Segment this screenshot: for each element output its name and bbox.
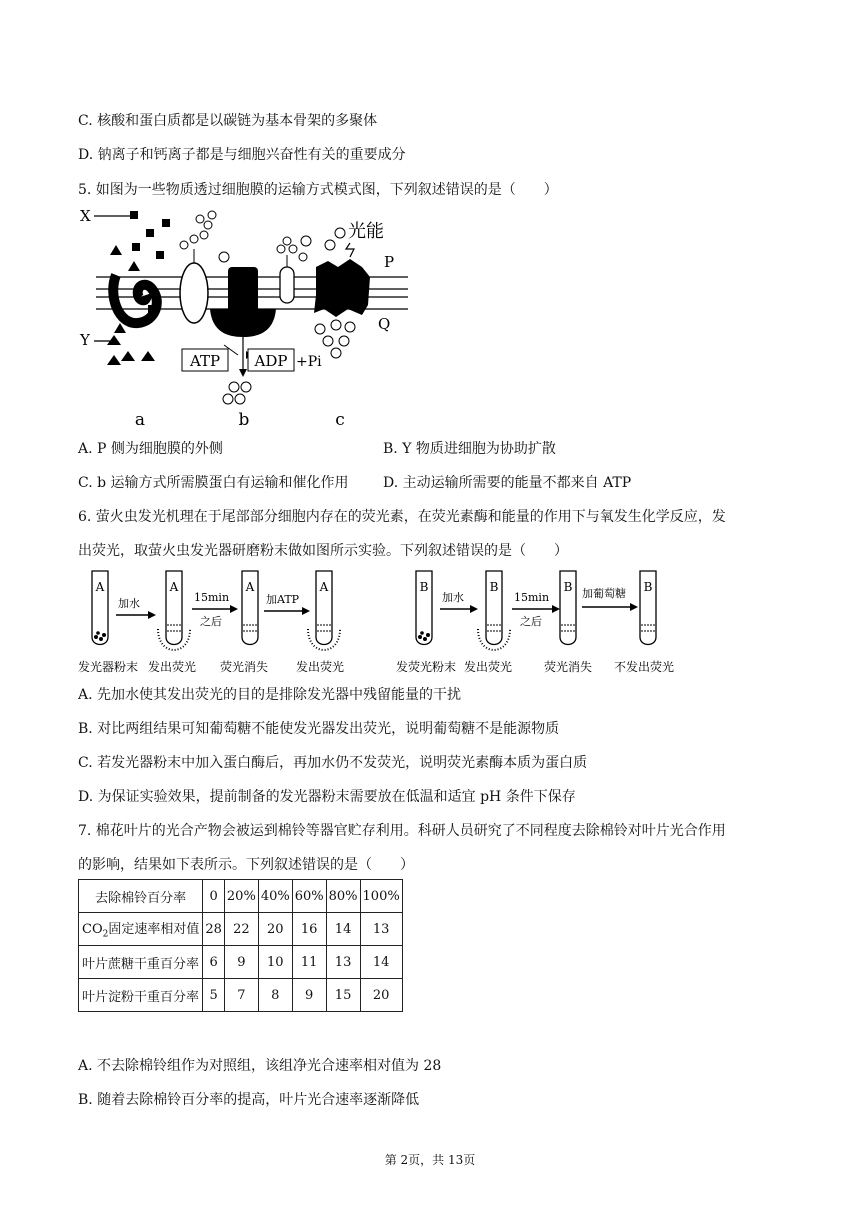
tube-a-3: A bbox=[245, 580, 255, 594]
table-row-label: $CO_2$固定速率相对值 bbox=[79, 913, 203, 946]
q4-option-d: D. 钠离子和钙离子都是与细胞兴奋性有关的重要成分 bbox=[78, 147, 406, 163]
tube-a-1: A bbox=[95, 580, 105, 594]
q6-option-d: D. 为保证实验效果，提前制备的发光器粉末需要放在低温和适宜 pH 条件下保存 bbox=[78, 789, 576, 805]
q6-stem-line2: 出荧光，取萤火虫发光器研磨粉末做如图所示实验。下列叙述错误的是（ ） bbox=[78, 543, 568, 559]
table-cell: 22 bbox=[224, 913, 258, 946]
table-cell: 20 bbox=[258, 913, 292, 946]
table-cell: 15 bbox=[326, 979, 360, 1012]
table-header-cell: 100% bbox=[360, 880, 402, 913]
q4-option-c: C. 核酸和蛋白质都是以碳链为基本骨架的多聚体 bbox=[78, 113, 378, 129]
q6-stem-line1: 6. 萤火虫发光机理在于尾部部分细胞内存在的荧光素，在荧光素酶和能量的作用下与氧发生化学反应，发 bbox=[78, 509, 726, 525]
caption-a-glow-2: 发出荧光 bbox=[296, 660, 345, 674]
table-row bbox=[79, 946, 403, 979]
label-y: Y bbox=[80, 331, 90, 349]
label-b: b bbox=[238, 410, 250, 430]
tube-b-3: B bbox=[563, 580, 573, 594]
caption-a-glow-1: 发出荧光 bbox=[148, 660, 197, 674]
label-after-b: 之后 bbox=[520, 615, 542, 628]
label-p: P bbox=[384, 253, 395, 271]
table-cell: 6 bbox=[203, 946, 225, 979]
caption-b-noglow: 不发出荧光 bbox=[614, 660, 675, 674]
label-add-atp: 加ATP bbox=[266, 593, 300, 606]
table-header-row bbox=[79, 880, 403, 913]
table-cell: 9 bbox=[292, 979, 326, 1012]
tube-a-4: A bbox=[319, 580, 329, 594]
table-row bbox=[79, 979, 403, 1012]
label-15min-b: 15min bbox=[514, 591, 550, 604]
table-cell: 13 bbox=[360, 913, 402, 946]
q6-option-a: A. 先加水使其发出荧光的目的是排除发光器中残留能量的干扰 bbox=[78, 687, 462, 703]
q5-option-b: B. Y 物质进细胞为协助扩散 bbox=[383, 441, 556, 457]
q5-option-a: A. P 侧为细胞膜的外侧 bbox=[78, 441, 223, 457]
table-header-cell: 去除棉铃百分率 bbox=[79, 880, 203, 913]
label-q: Q bbox=[378, 315, 391, 333]
caption-a-fade: 荧光消失 bbox=[220, 660, 269, 674]
table-cell: 11 bbox=[292, 946, 326, 979]
label-after-a: 之后 bbox=[200, 615, 222, 628]
q7-stem-line1: 7. 棉花叶片的光合产物会被运到棉铃等器官贮存利用。科研人员研究了不同程度去除棉铃对叶片光合作用 bbox=[78, 823, 726, 839]
q7-stem-line2: 的影响，结果如下表所示。下列叙述错误的是（ ） bbox=[78, 857, 414, 873]
table-cell: 7 bbox=[224, 979, 258, 1012]
label-15min-a: 15min bbox=[194, 591, 230, 604]
table-cell: 8 bbox=[258, 979, 292, 1012]
table-cell: 10 bbox=[258, 946, 292, 979]
caption-b-glow: 发出荧光 bbox=[464, 660, 513, 674]
label-pi: +Pi bbox=[296, 354, 322, 370]
label-add-water-b: 加水 bbox=[442, 591, 464, 604]
table-cell: 13 bbox=[326, 946, 360, 979]
table-row-label: 叶片蔗糖干重百分率 bbox=[79, 946, 203, 979]
table-cell: 16 bbox=[292, 913, 326, 946]
label-adp: ADP bbox=[254, 352, 288, 370]
table-cell: 14 bbox=[360, 946, 402, 979]
tube-b-2: B bbox=[489, 580, 499, 594]
caption-b-fade: 荧光消失 bbox=[544, 660, 593, 674]
table-header-cell: 40% bbox=[258, 880, 292, 913]
label-add-glucose: 加葡萄糖 bbox=[582, 587, 626, 600]
table-cell: 9 bbox=[224, 946, 258, 979]
firefly-experiment-figure bbox=[78, 567, 688, 679]
caption-b-powder: 发荧光粉末 bbox=[396, 660, 457, 674]
q5-option-c: C. b 运输方式所需膜蛋白有运输和催化作用 bbox=[78, 475, 349, 491]
tube-b-1: B bbox=[419, 580, 429, 594]
tube-b-4: B bbox=[643, 580, 653, 594]
tube-a-2: A bbox=[169, 580, 179, 594]
caption-a-powder: 发光器粉末 bbox=[78, 660, 139, 674]
q5-option-d: D. 主动运输所需要的能量不都来自 ATP bbox=[383, 475, 632, 491]
label-add-water-a: 加水 bbox=[118, 597, 140, 610]
table-cell: 28 bbox=[203, 913, 225, 946]
q5-stem: 5. 如图为一些物质透过细胞膜的运输方式模式图，下列叙述错误的是（ ） bbox=[78, 182, 558, 198]
cotton-boll-table bbox=[78, 879, 403, 1012]
table-row-label: 叶片淀粉干重百分率 bbox=[79, 979, 203, 1012]
label-a: a bbox=[134, 410, 146, 430]
page-footer: 第 2页，共 13页 bbox=[384, 1153, 476, 1167]
q7-option-a: A. 不去除棉铃组作为对照组，该组净光合速率相对值为 28 bbox=[78, 1058, 442, 1074]
label-atp: ATP bbox=[189, 352, 221, 370]
table-header-cell: 80% bbox=[326, 880, 360, 913]
table-cell: 20 bbox=[360, 979, 402, 1012]
label-c: c bbox=[335, 410, 345, 430]
table-header-cell: 20% bbox=[224, 880, 258, 913]
q6-option-c: C. 若发光器粉末中加入蛋白酶后，再加水仍不发荧光，说明荧光素酶本质为蛋白质 bbox=[78, 755, 588, 771]
membrane-transport-figure bbox=[78, 205, 418, 430]
table-cell: 14 bbox=[326, 913, 360, 946]
label-x: X bbox=[80, 207, 91, 225]
label-light-energy: 光能 bbox=[348, 221, 384, 242]
table-row bbox=[79, 913, 403, 946]
table-header-cell: 60% bbox=[292, 880, 326, 913]
table-header-cell: 0 bbox=[203, 880, 225, 913]
q7-option-b: B. 随着去除棉铃百分率的提高，叶片光合速率逐渐降低 bbox=[78, 1092, 420, 1108]
q6-option-b: B. 对比两组结果可知葡萄糖不能使发光器发出荧光，说明葡萄糖不是能源物质 bbox=[78, 721, 560, 737]
table-cell: 5 bbox=[203, 979, 225, 1012]
